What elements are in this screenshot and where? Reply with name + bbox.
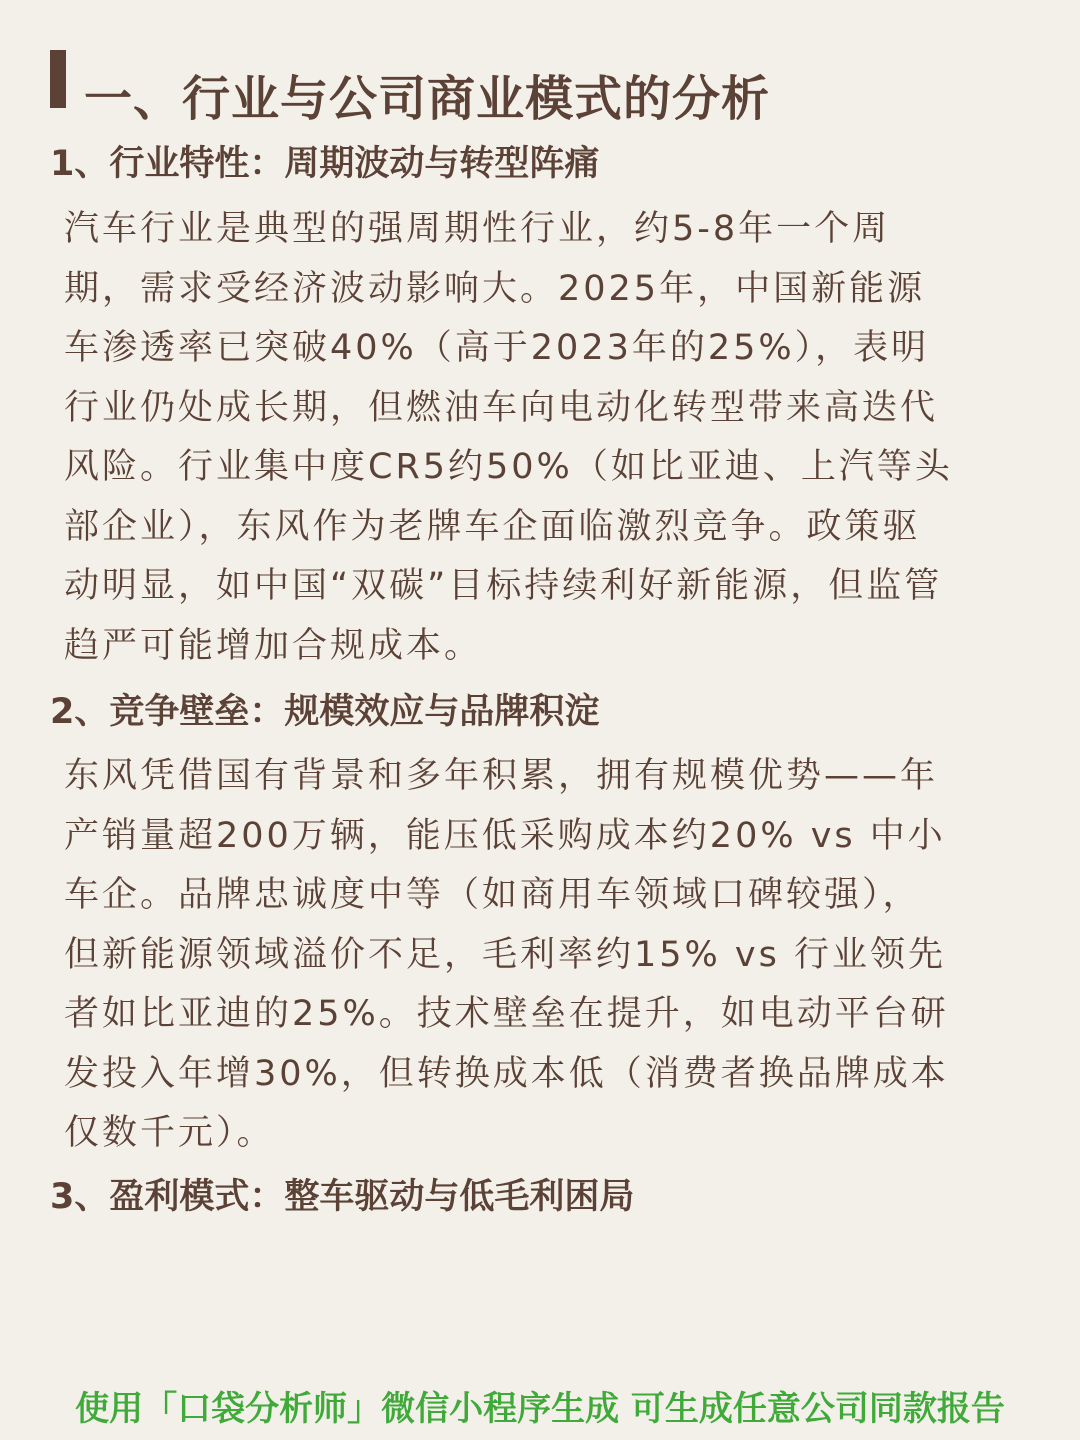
paragraph-line: 者如比亚迪的25%。技术壁垒在提升，如电动平台研 xyxy=(64,994,949,1034)
paragraph-line: 汽车行业是典型的强周期性行业，约5-8年一个周 xyxy=(64,209,891,249)
section-title: 一、行业与公司商业模式的分析 xyxy=(84,71,771,127)
paragraph-line: 产销量超200万辆，能压低采购成本约20% vs 中小 xyxy=(64,815,946,856)
title-accent-bar xyxy=(50,50,66,108)
paragraph-line: 车渗透率已突破40%（高于2023年的25%），表明 xyxy=(64,328,930,368)
paragraph-line: 动明显，如中国“双碳”目标持续利好新能源，但监管 xyxy=(64,566,943,606)
paragraph-barriers xyxy=(64,747,1014,1164)
subsection-heading-industry: 1、行业特性：周期波动与转型阵痛 xyxy=(50,144,600,184)
paragraph-industry xyxy=(64,200,1014,676)
paragraph-line: 车企。品牌忠诚度中等（如商用车领域口碑较强）， xyxy=(64,875,921,915)
footer-promo-text: 使用「口袋分析师」微信小程序生成 可生成任意公司同款报告 xyxy=(75,1389,1005,1429)
paragraph-line: 仅数千元）。 xyxy=(64,1113,275,1153)
paragraph-line: 风险。行业集中度CR5约50%（如比亚迪、上汽等头 xyxy=(64,447,953,487)
paragraph-line: 趋严可能增加合规成本。 xyxy=(64,625,483,666)
paragraph-line: 期，需求受经济波动影响大。2025年，中国新能源 xyxy=(64,268,926,309)
paragraph-line: 但新能源领域溢价不足，毛利率约15% vs 行业领先 xyxy=(64,934,946,975)
subsection-heading-barriers: 2、竞争壁垒：规模效应与品牌积淀 xyxy=(50,692,600,732)
subsection-heading-profit-model: 3、盈利模式：整车驱动与低毛利困局 xyxy=(50,1177,635,1217)
paragraph-line: 东风凭借国有背景和多年积累，拥有规模优势——年 xyxy=(64,756,939,796)
paragraph-line: 行业仍处成长期，但燃油车向电动化转型带来高迭代 xyxy=(64,387,939,428)
paragraph-line: 部企业），东风作为老牌车企面临激烈竞争。政策驱 xyxy=(64,506,921,547)
paragraph-line: 发投入年增30%，但转换成本低（消费者换品牌成本 xyxy=(64,1053,949,1094)
